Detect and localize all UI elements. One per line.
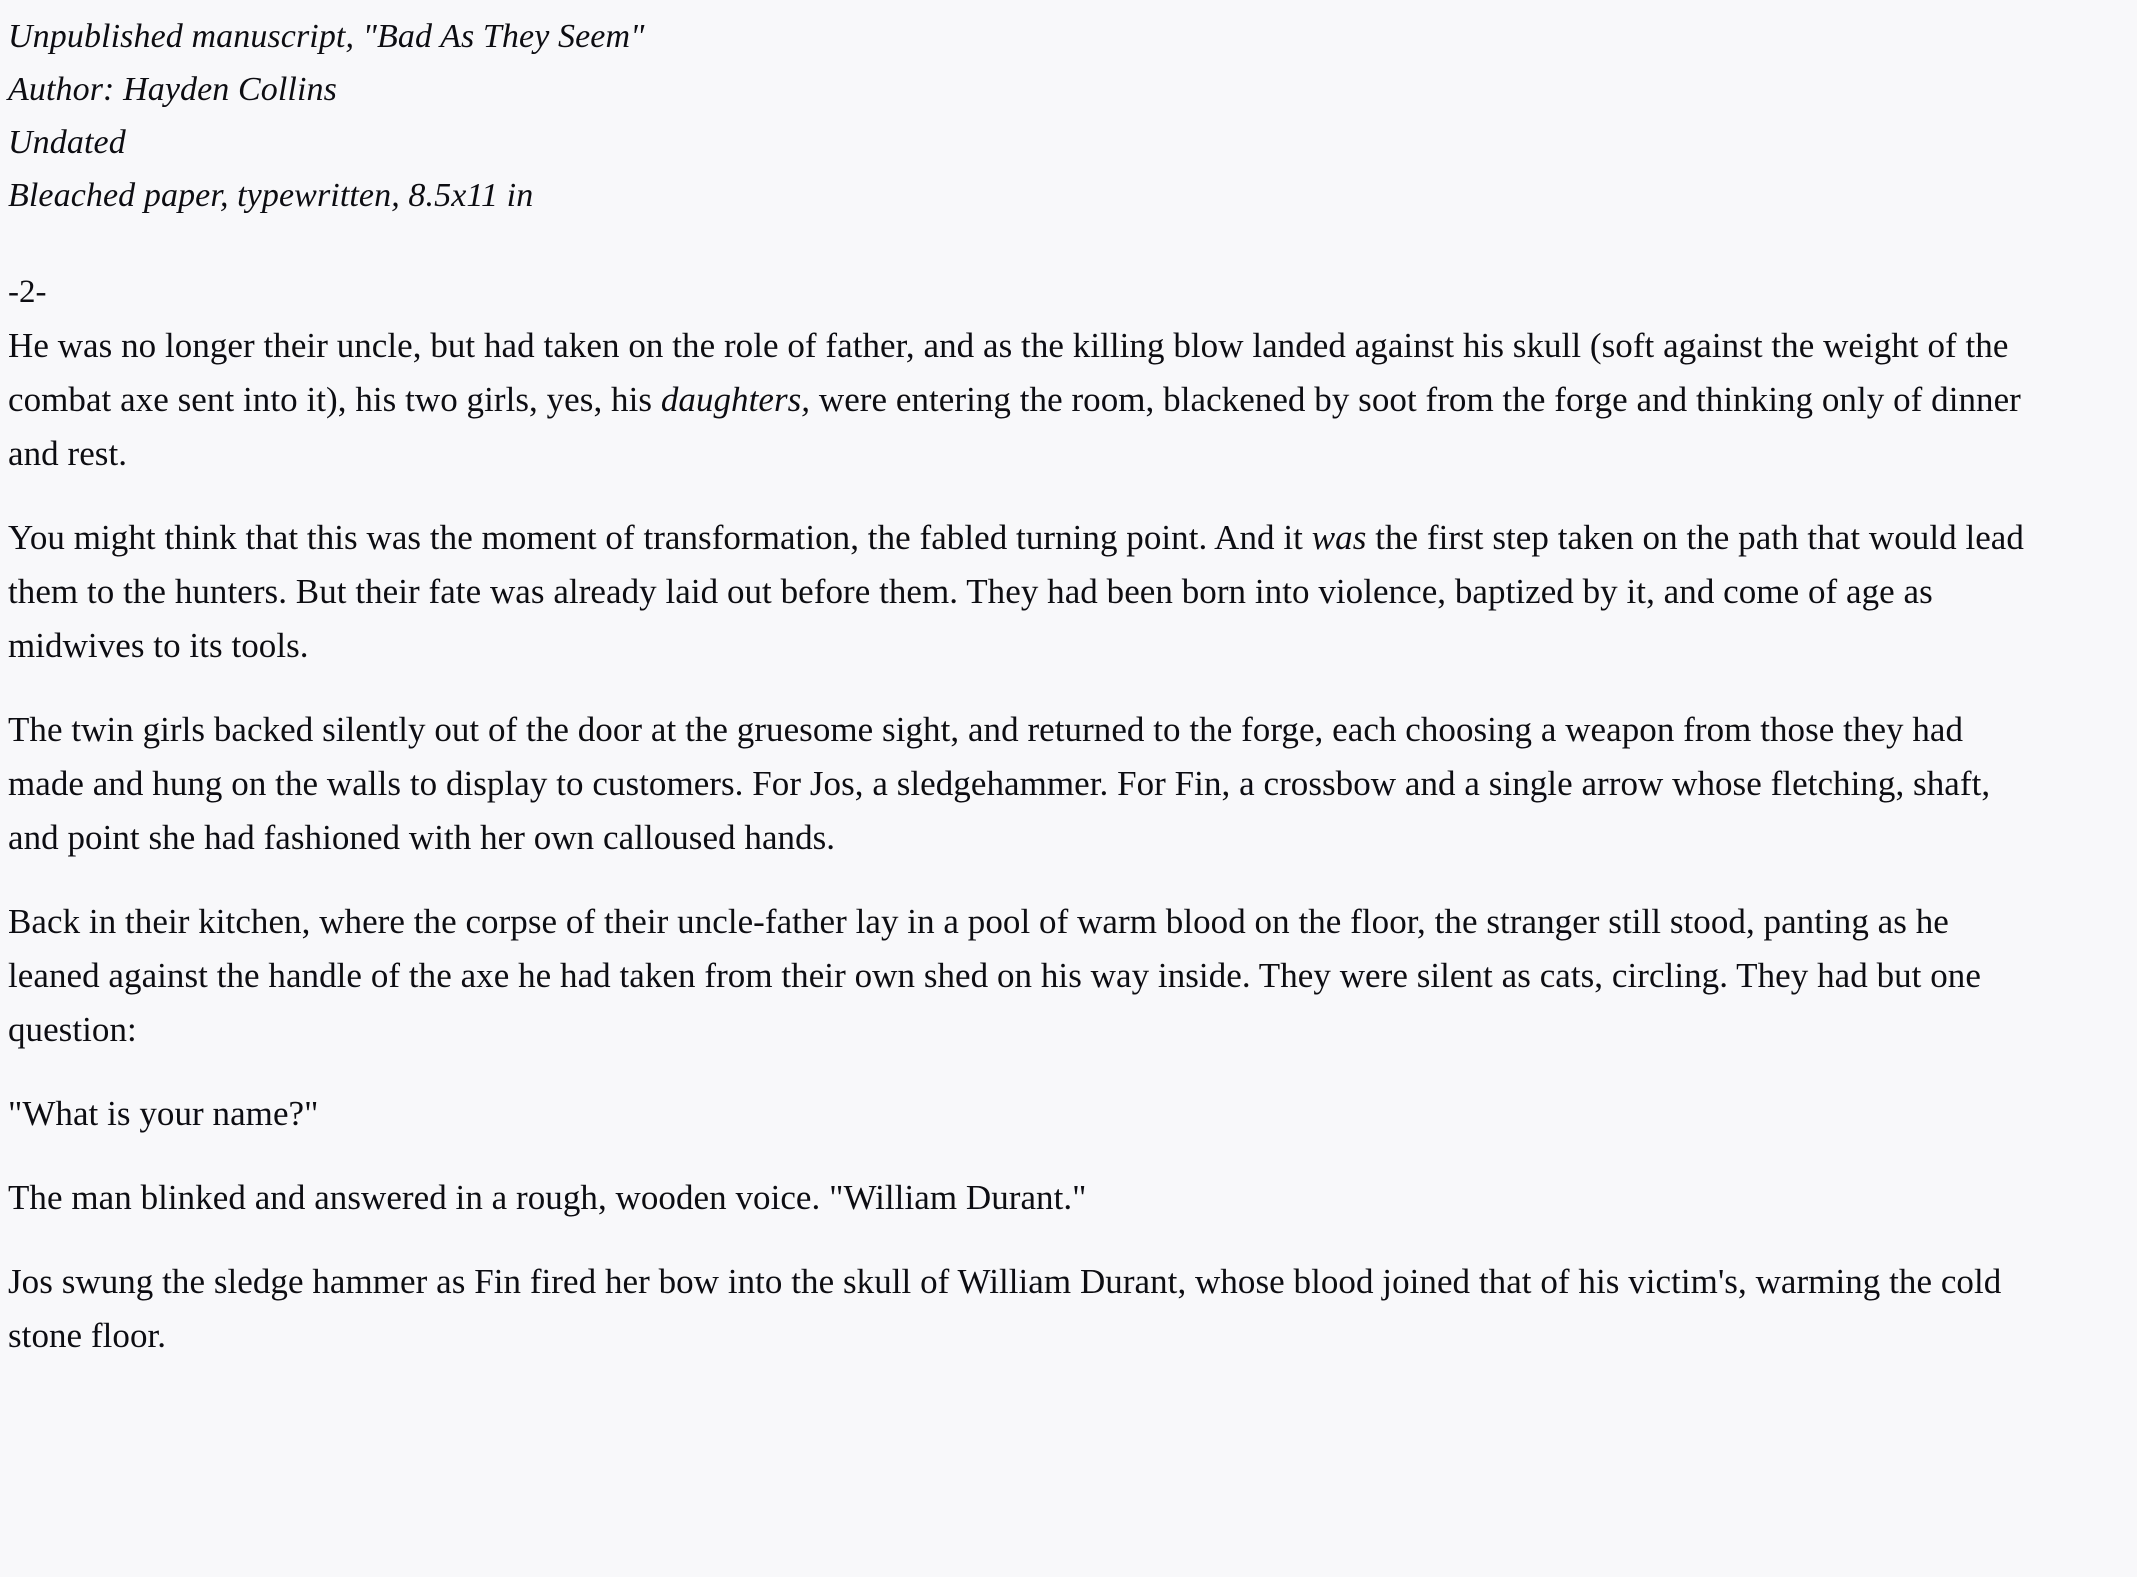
manuscript-author-line: Author: Hayden Collins <box>8 71 337 108</box>
emphasized-text: was <box>1311 518 1367 557</box>
paragraph: He was no longer their uncle, but had taken on the role of father, and as the killing blow landed against his skull (soft against the weight of the combat axe sent into it), his two girls, yes, his daughters, were entering the room, blackened by soot from the forge and thinking only of dinner and rest. <box>8 326 2021 473</box>
paragraph: "What is your name?" <box>8 1094 319 1133</box>
paragraph: You might think that this was the moment of transformation, the fabled turning point. And it was the first step taken on the path that would lead them to the hunters. But their fate was already laid out before them. They had been born into violence, baptized by it, and come of age as midwives to its tools. <box>8 518 2024 665</box>
paragraph: Jos swung the sledge hammer as Fin fired her bow into the skull of William Durant, whose blood joined that of his victim's, warming the cold stone floor. <box>8 1262 2002 1355</box>
metadata-body-spacer <box>8 222 2137 270</box>
emphasized-text: daughters, <box>660 380 811 419</box>
paragraph: The man blinked and answered in a rough, wooden voice. "William Durant." <box>8 1178 1087 1217</box>
manuscript-date-line: Undated <box>8 124 126 161</box>
paragraph: The twin girls backed silently out of the door at the gruesome sight, and returned to the forge, each choosing a weapon from those they had made and hung on the walls to display to customers. For Jos, a sledgehammer. For Fin, a crossbow and a single arrow whose fletching, shaft, and point she had fashioned with her own calloused hands. <box>8 710 1991 857</box>
manuscript-body <box>8 319 2038 1363</box>
paragraph: Back in their kitchen, where the corpse of their uncle-father lay in a pool of warm blood on the floor, the stranger still stood, panting as he leaned against the handle of the axe he had taken from their own shed on his way inside. They were silent as cats, circling. They had but one question: <box>8 902 1981 1049</box>
manuscript-medium-line: Bleached paper, typewritten, 8.5x11 in <box>8 177 534 214</box>
manuscript-title-line: Unpublished manuscript, "Bad As They Seem" <box>8 18 645 55</box>
manuscript-metadata-block <box>8 10 2137 222</box>
page-number: -2- <box>8 274 47 310</box>
